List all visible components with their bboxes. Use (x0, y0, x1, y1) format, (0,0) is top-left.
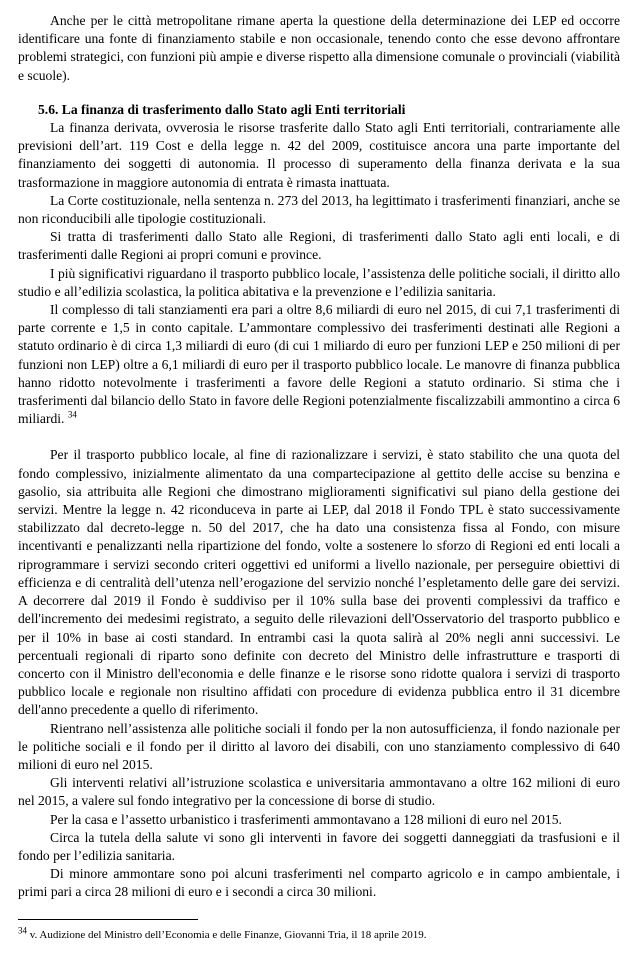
footnote-reference: 34 (67, 409, 77, 420)
paragraph: Rientrano nell’assistenza alle politiche sociali il fondo per la non autosufficienza, il fondo nazionale per le politiche sociali e il fondo per il diritto al lavoro dei disabili, con uno stanziamento complessivo di 640 milioni di euro nel 2015. (18, 720, 620, 772)
paragraph: I più significativi riguardano il trasporto pubblico locale, l’assistenza delle politiche sociali, il diritto allo studio e all’edilizia scolastica, la politica abitativa e la prevenzione e l’edilizia sanitaria. (18, 265, 620, 299)
document-body (18, 12, 620, 902)
paragraph: Per il trasporto pubblico locale, al fine di razionalizzare i servizi, è stato stabilito che una quota del fondo complessivo, inizialmente alimentato da una compartecipazione al gettito delle accise su benzina e gasolio, sia attribuita alle Regioni che dimostrano miglioramenti significativi sul piano della gestione dei servizi. Mentre la legge n. 42 riconduceva in parte ai LEP, dal 2018 il Fondo TPL è stato successivamente stabilizzato dal decreto-legge n. 50 del 2017, che ha dato una consistenza fissa al Fondo, con misure incentivanti e penalizzanti nella ripartizione del fondo, volte a sostenere lo sforzo di Regioni ed enti locali a riprogrammare i servizi secondo criteri oggettivi ed uniformi a livello nazionale, per perseguire obiettivi di efficienza e di centralità dell’utenza nell’erogazione del servizio nonché l’espletamento delle gare dei servizi. A decorrere dal 2019 il Fondo è suddiviso per il 10% sulla base dei proventi complessivi da traffico e dell'incremento dei medesimi registrato, a seguito delle rilevazioni dell'Osservatorio del trasporto pubblico e per il 10% in base ai costi standard. In entrambi casi la quota salirà al 20% negli anni successivi. Le percentuali regionali di riparto sono definite con decreto del Ministro delle infrastrutture e trasporti di concerto con il Ministro dell'economia e delle finanze e le risorse sono ridotte qualora i servizi di trasporto pubblico locale e regionale non risultino affidati con procedure di evidenza pubblica entro il 31 dicembre dell'anno precedente a quello di riferimento. (18, 447, 620, 718)
paragraph: Circa la tutela della salute vi sono gli interventi in favore dei soggetti danneggiati da trasfusioni e il fondo per l’edilizia sanitaria. (18, 829, 620, 863)
footnote-number: 34 (18, 925, 27, 936)
paragraph-text: Il complesso di tali stanziamenti era pari a oltre 8,6 miliardi di euro nel 2015, di cui 7,1 trasferimenti di parte corrente e 1,5 in conto capitale. L’ammontare complessivo dei trasferimenti destinati alle Regioni a statuto ordinario è di circa 1,3 miliardi di euro (di cui 1 miliardo di euro per funzioni LEP e 250 milioni di per funzioni non LEP) oltre a 6,1 miliardi di euro per il trasporto pubblico locale. Le manovre di finanza pubblica hanno ridotto notevolmente i trasferimenti a favore delle Regioni a statuto ordinario. Si stima che i trasferimenti dal bilancio dello Stato in favore delle Regioni potenzialmente fiscalizzabili ammontino a circa 6 miliardi. (18, 302, 620, 427)
paragraph: La finanza derivata, ovverosia le risorse trasferite dallo Stato agli Enti territoriali, contrariamente alle previsioni dell’art. 119 Cost e della legge n. 42 del 2009, costituisce ancora una parte importante del finanziamento dei soggetti di autonomia. Il processo di superamento della finanza derivata e la sua trasformazione in maggiore autonomia di entrata è rimasta inattuata. (18, 120, 620, 190)
section-heading: 5.6. La finanza di trasferimento dallo Stato agli Enti territoriali (38, 101, 406, 117)
footnote-divider (18, 919, 198, 920)
footnote (18, 925, 620, 942)
paragraph-intro: Anche per le città metropolitane rimane aperta la questione della determinazione dei LEP ed occorre identificare una fonte di finanziamento stabile e non occasionale, tenendo conto che esse devono affrontare problemi strategici, con funzioni più ampie e diverse rispetto alla dimensione comunale o provinciali (viabilità e scuole). (18, 13, 620, 83)
paragraph-with-note (18, 301, 620, 428)
paragraph: Di minore ammontare sono poi alcuni trasferimenti nel comparto agricolo e in campo ambientale, i primi pari a circa 28 milioni di euro e i secondi a circa 30 milioni. (18, 866, 620, 900)
paragraph: Gli interventi relativi all’istruzione scolastica e universitaria ammontavano a oltre 162 milioni di euro nel 2015, a valere sul fondo integrativo per la concessione di borse di studio. (18, 775, 620, 809)
paragraph-gap (18, 428, 620, 446)
footnote-text: v. Audizione del Ministro dell’Economia e delle Finanze, Giovanni Tria, il 18 aprile 2019. (29, 929, 427, 941)
paragraph: Per la casa e l’assetto urbanistico i trasferimenti ammontavano a 128 milioni di euro nel 2015. (50, 811, 562, 827)
paragraph: Si tratta di trasferimenti dallo Stato alle Regioni, di trasferimenti dallo Stato agli enti locali, e di trasferimenti dalle Regioni ai propri comuni e province. (18, 229, 620, 263)
paragraph: La Corte costituzionale, nella sentenza n. 273 del 2013, ha legittimato i trasferimenti finanziari, anche se non riconducibili alle tipologie costituzionali. (18, 192, 620, 227)
